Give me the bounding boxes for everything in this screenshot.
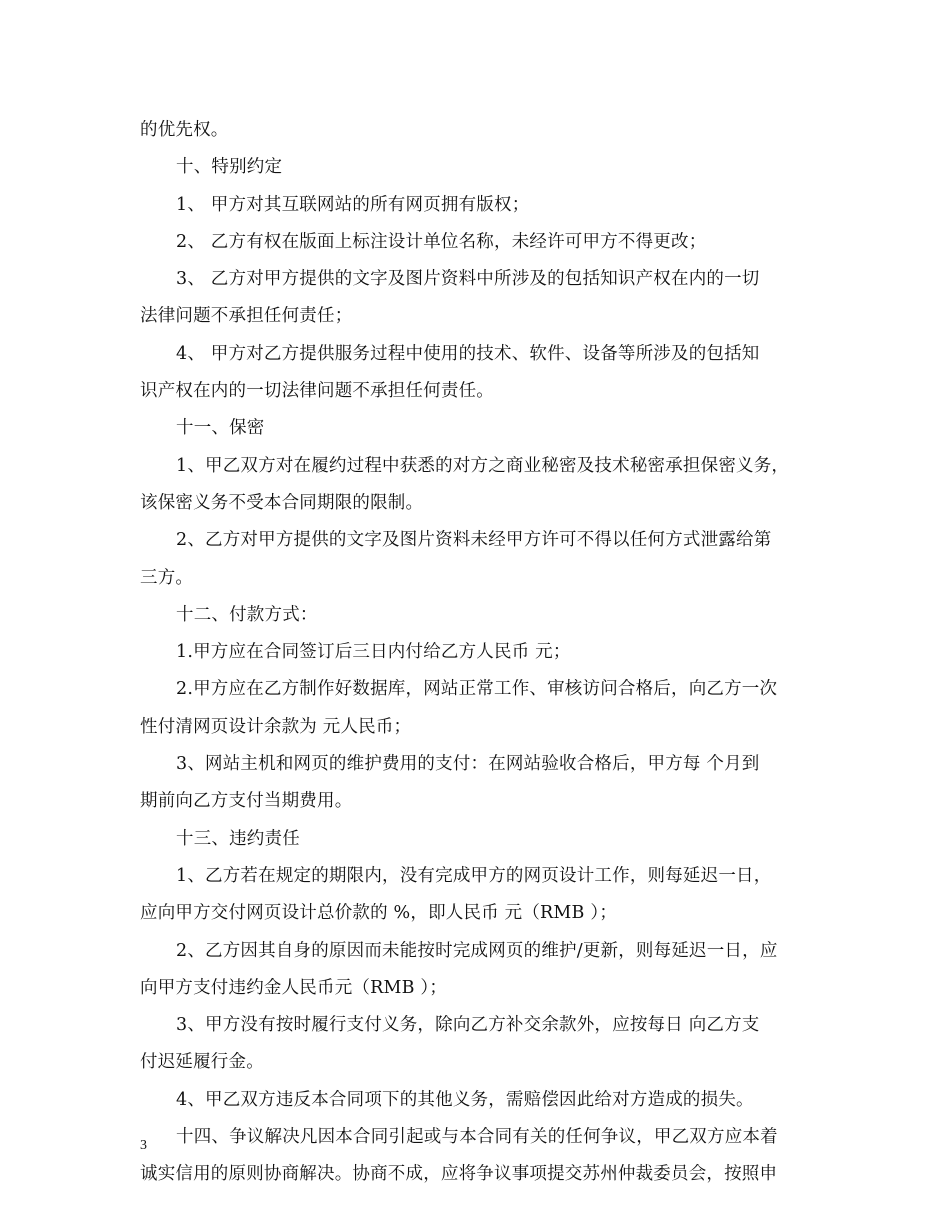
page-number: 3 [140, 1138, 147, 1153]
text-line: 该保密义务不受本合同期限的限制。 [140, 492, 424, 513]
text-line: 法律问题不承担任何责任； [140, 306, 353, 327]
text-line: 1、 甲方对其互联网站的所有网页拥有版权； [176, 194, 530, 215]
text-line: 2.甲方应在乙方制作好数据库，网站正常工作、审核访问合格后，向乙方一次 [176, 679, 778, 700]
section-heading: 十三、违约责任 [176, 828, 300, 849]
text-line: 1.甲方应在合同签订后三日内付给乙方人民币 元； [176, 642, 571, 663]
text-line: 识产权在内的一切法律问题不承担任何责任。 [140, 381, 494, 402]
text-line: 2、乙方因其自身的原因而未能按时完成网页的维护/更新，则每延迟一日，应 [176, 940, 778, 961]
text-line: 1、乙方若在规定的期限内，没有完成甲方的网页设计工作，则每延迟一日， [176, 865, 772, 886]
text-line: 4、甲乙双方违反本合同项下的其他义务，需赔偿因此给对方造成的损失。 [176, 1089, 754, 1110]
text-line: 三方。 [140, 567, 194, 588]
text-line: 1、甲乙双方对在履约过程中获悉的对方之商业秘密及技术秘密承担保密义务， [176, 455, 790, 476]
section-heading: 十、特别约定 [176, 157, 283, 178]
text-line: 3、 乙方对甲方提供的文字及图片资料中所涉及的包括知识产权在内的一切 [176, 269, 760, 290]
text-line: 应向甲方交付网页设计总价款的 %，即人民币 元（RMB ）； [140, 903, 618, 924]
text-line: 3、网站主机和网页的维护费用的支付：在网站验收合格后，甲方每 个月到 [176, 754, 760, 775]
section-heading: 十四、争议解决凡因本合同引起或与本合同有关的任何争议，甲乙双方应本着 [176, 1127, 778, 1148]
text-line: 4、 甲方对乙方提供服务过程中使用的技术、软件、设备等所涉及的包括知 [176, 343, 760, 364]
document-body [140, 112, 812, 1194]
text-line: 诚实信用的原则协商解决。协商不成，应将争议事项提交苏州仲裁委员会，按照申 [140, 1164, 778, 1185]
text-line: 性付清网页设计余款为 元人民币； [140, 716, 412, 737]
text-line: 2、 乙方有权在版面上标注设计单位名称，未经许可甲方不得更改； [176, 231, 707, 252]
text-line: 3、甲方没有按时履行支付义务，除向乙方补交余款外，应按每日 向乙方支 [176, 1015, 760, 1036]
section-heading: 十二、付款方式： [176, 604, 318, 625]
text-line: 向甲方支付违约金人民币元（RMB ）； [140, 977, 448, 998]
text-line: 2、乙方对甲方提供的文字及图片资料未经甲方许可不得以任何方式泄露给第 [176, 530, 772, 551]
section-heading: 十一、保密 [176, 418, 265, 439]
text-line: 付迟延履行金。 [140, 1052, 264, 1073]
text-line: 的优先权。 [140, 120, 229, 140]
text-line: 期前向乙方支付当期费用。 [140, 791, 353, 812]
